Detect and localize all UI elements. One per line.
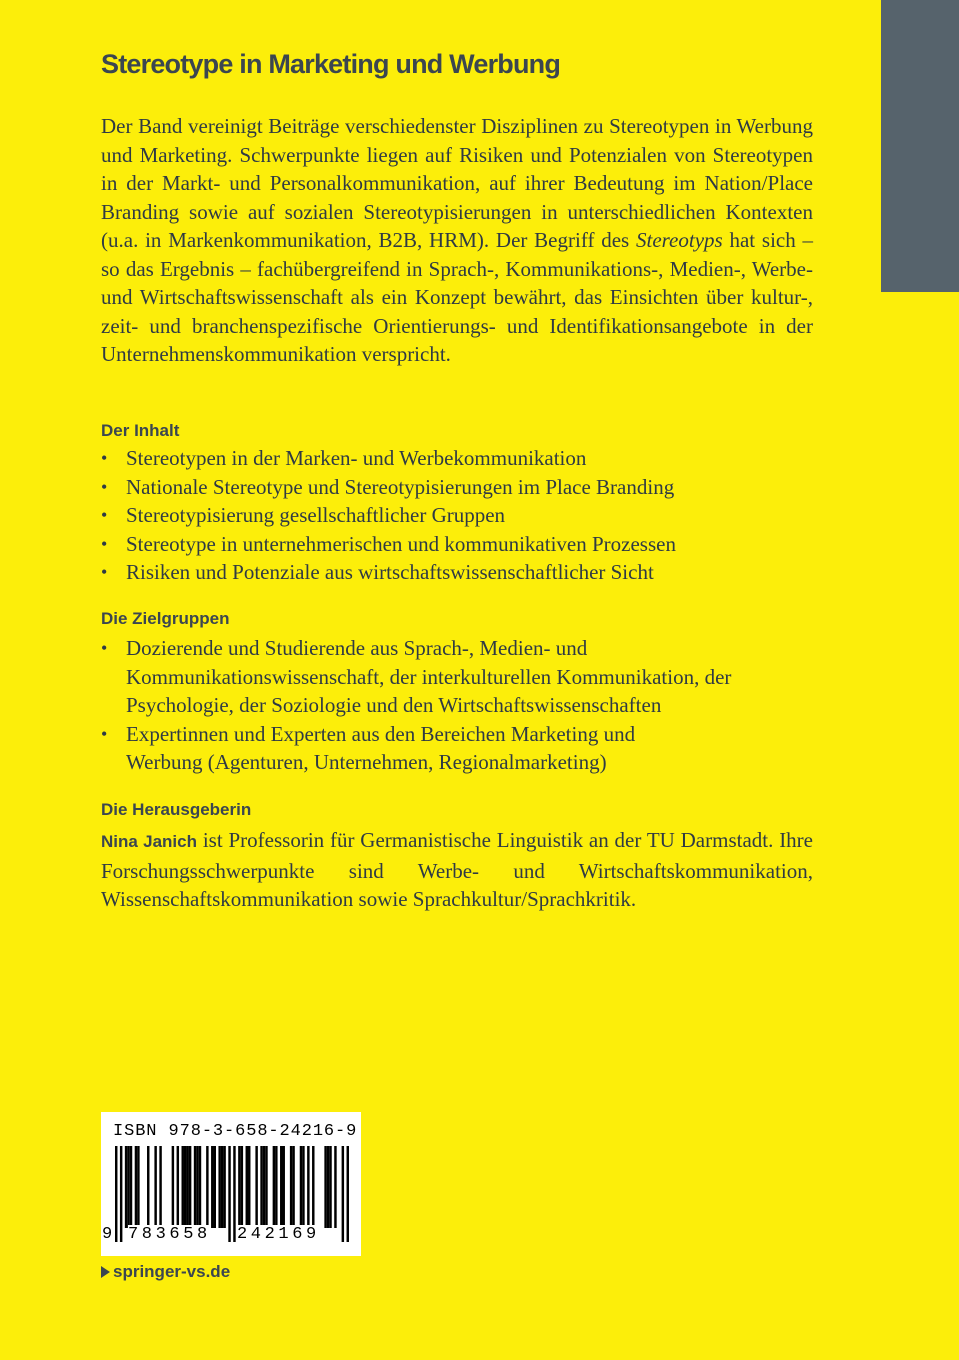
barcode-bar: [312, 1146, 314, 1228]
barcode-bar: [265, 1146, 267, 1228]
barcode-bar: [137, 1146, 139, 1228]
barcode-first-digit: 9: [102, 1225, 113, 1244]
barcode-bar: [211, 1146, 213, 1228]
barcode-bar: [120, 1146, 122, 1242]
description-part-2: hat sich – so das Ergebnis – fachübergreifend in Sprach-, Kommunikations-, Medien-, Werbe- und Wirtschaftswissenschaft als ein Konzept bewährt, das Einsichten über kultur-, zeit- und branchenspezifische Orientierungs- und Identifikationsangebote in der Unternehmenskommunikation verspricht.: [101, 228, 813, 366]
barcode-bar: [214, 1146, 216, 1228]
contents-heading: Der Inhalt: [101, 421, 180, 440]
audience-heading: Die Zielgruppen: [101, 609, 230, 628]
barcode-bar: [154, 1146, 156, 1228]
barcode-bar: [300, 1146, 302, 1228]
barcode-bar: [280, 1146, 282, 1228]
barcode-bar: [241, 1146, 243, 1228]
barcode-bar: [255, 1146, 257, 1228]
barcode-bar: [329, 1146, 331, 1228]
audience-list: [101, 634, 781, 777]
barcode-bar: [228, 1146, 230, 1242]
barcode-bar: [196, 1146, 198, 1228]
publisher-website: springer-vs.de: [113, 1262, 231, 1281]
barcode-bar: [248, 1146, 250, 1228]
editor-heading: Die Herausgeberin: [101, 800, 252, 819]
editor-name: Nina Janich: [101, 832, 197, 851]
barcode-bar: [172, 1146, 174, 1228]
book-title: Stereotype in Marketing und Werbung: [101, 49, 561, 79]
audience-list-item: • Expertinnen und Experten aus den Bereichen Marketing und Werbung (Agenturen, Unternehmen, Regionalmarketing): [101, 720, 781, 777]
description-part-1: Der Band vereinigt Beiträge verschiedenster Disziplinen zu Stereotypen in Werbung und Marketing. Schwerpunkte liegen auf Risiken und Potenzialen von Stereotypen in der Markt- und Personalkommunikation, auf ihrer Bedeutung im Nation/Place Branding sowie auf sozialen Stereotypisierungen in unterschiedlichen Kontexten (u.a. in Markenkommunikation, B2B, HRM). Der Begriff des: [101, 114, 813, 252]
barcode-bar: [147, 1146, 149, 1228]
editor-bio-text: ist Professorin für Germanistische Linguistik an der TU Darmstadt. Ihre Forschungsschwerpunkte sind Werbe- und Wirtschaftskommunikation, Wissenschaftskommunikation sowie Sprachkultur/Sprachkritik.: [101, 828, 813, 911]
contents-list-item: • Stereotypisierung gesellschaftlicher Gruppen: [101, 501, 813, 530]
barcode-bar: [159, 1146, 161, 1228]
arrow-right-icon: [101, 1266, 110, 1278]
contents-list: [101, 444, 813, 587]
barcode-bar: [273, 1146, 275, 1228]
description-emphasis: Stereotyps: [635, 228, 723, 252]
barcode-bar: [125, 1146, 127, 1228]
barcode-bar: [127, 1146, 129, 1228]
barcode-bar: [246, 1146, 248, 1228]
barcode-bar: [115, 1146, 117, 1242]
barcode-bar: [282, 1146, 284, 1228]
cover-side-tab: [881, 0, 959, 292]
barcode-bar: [260, 1146, 262, 1228]
barcode-bar: [275, 1146, 277, 1228]
barcode-bar: [194, 1146, 196, 1228]
barcode-bar: [182, 1146, 184, 1228]
barcode-bar: [189, 1146, 191, 1228]
barcode-bar: [218, 1146, 220, 1228]
barcode-bar: [177, 1146, 179, 1228]
isbn-barcode: [101, 1112, 361, 1256]
barcode-bar: [238, 1146, 240, 1228]
barcode-bar: [223, 1146, 225, 1228]
book-description: [101, 112, 813, 369]
audience-list-item: • Dozierende und Studierende aus Sprach-, Medien- und Kommunikationswissenschaft, der interkulturellen Kommunikation, der Psychologie, der Soziologie und den Wirtschaftswissenschaften: [101, 634, 781, 720]
editor-bio: [101, 826, 813, 914]
barcode-bar: [292, 1146, 294, 1228]
barcode-bar: [206, 1146, 208, 1228]
barcode-bar: [324, 1146, 326, 1228]
isbn-label: ISBN 978-3-658-24216-9: [113, 1122, 358, 1141]
barcode-bar: [199, 1146, 201, 1228]
barcode-bar: [130, 1146, 132, 1228]
contents-list-item: • Stereotype in unternehmerischen und kommunikativen Prozessen: [101, 530, 813, 559]
barcode-bar: [347, 1146, 349, 1242]
barcode-bar: [233, 1146, 235, 1242]
barcode-bar: [290, 1146, 292, 1228]
barcode-bar: [135, 1146, 137, 1228]
contents-list-item: • Stereotypen in der Marken- und Werbekommunikation: [101, 444, 813, 473]
barcode-bar: [342, 1146, 344, 1242]
barcode-bar: [186, 1146, 188, 1228]
barcode-bar: [184, 1146, 186, 1228]
contents-list-item: • Nationale Stereotype und Stereotypisierungen im Place Branding: [101, 473, 813, 502]
barcode-bar: [221, 1146, 223, 1228]
contents-list-item: • Risiken und Potenziale aus wirtschaftswissenschaftlicher Sicht: [101, 558, 813, 587]
barcode-bar: [334, 1146, 336, 1228]
barcode-bar: [307, 1146, 309, 1228]
publisher-link[interactable]: [101, 1262, 230, 1282]
barcode-left-digits: 783658: [128, 1225, 211, 1244]
barcode-bar: [327, 1146, 329, 1228]
barcode-bar: [302, 1146, 304, 1228]
barcode-right-digits: 242169: [237, 1225, 320, 1244]
barcode-bar: [263, 1146, 265, 1228]
